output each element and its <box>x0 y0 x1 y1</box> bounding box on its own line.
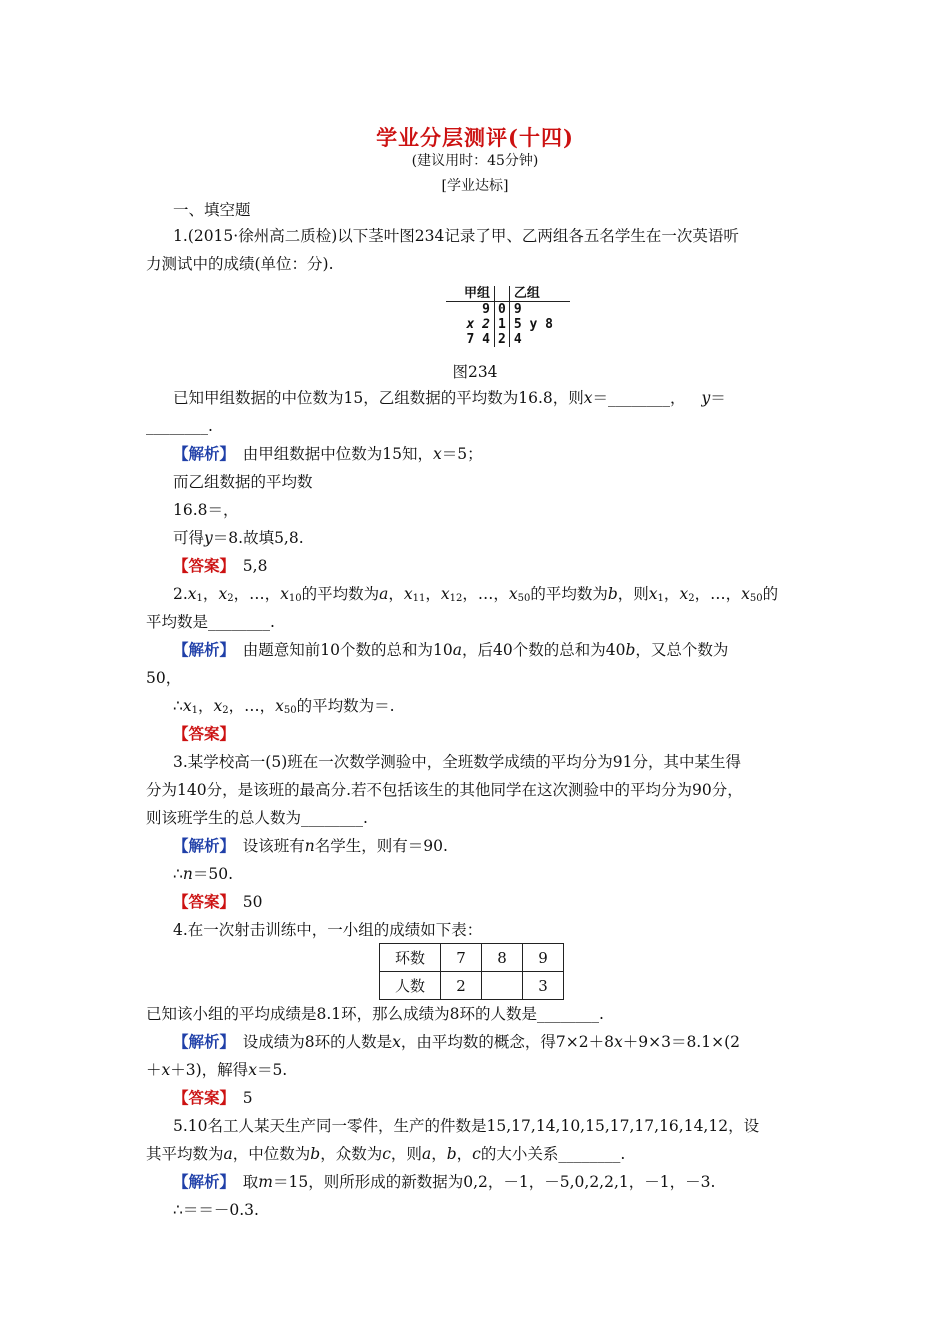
q1-answer: 【答案】 5,8 <box>173 556 268 575</box>
stem-leaf-plot <box>446 286 570 347</box>
table-cell <box>482 972 523 1000</box>
table-row <box>380 944 564 972</box>
q4-text-line2: 已知该小组的平均成绩是8.1环，那么成绩为8环的人数是________. <box>146 1005 604 1023</box>
table-row <box>380 972 564 1000</box>
time-note: (建议用时：45分钟) <box>411 153 539 169</box>
solution-tag: 【解析】 <box>173 1032 228 1051</box>
answer-tag: 【答案】 <box>173 1088 228 1107</box>
q1-prompt-line2: ________. <box>146 417 213 435</box>
q2-answer <box>173 724 837 744</box>
solution-tag: 【解析】 <box>173 640 228 659</box>
solution-tag: 【解析】 <box>173 444 228 463</box>
table-cell: 8 <box>482 944 523 972</box>
stem-leaf-right: 5 y 8 <box>513 317 553 332</box>
q4-answer: 【答案】 5 <box>173 1088 253 1107</box>
table-cell: 9 <box>523 944 564 972</box>
q2-solution-line2: 50， <box>146 669 182 687</box>
section-heading: 一、填空题 <box>173 201 251 219</box>
stem-leaf-right: 9 <box>513 302 522 317</box>
q5-text-line2: 其平均数为a，中位数为b，众数为c，则a，b，c的大小关系________. <box>146 1145 626 1163</box>
answer-tag: 【答案】 <box>173 892 228 911</box>
q1-solution-line1: 【解析】 由甲组数据中位数为15知，x＝5； <box>173 444 483 463</box>
table-cell: 7 <box>441 944 482 972</box>
table-cell: 2 <box>441 972 482 1000</box>
q3-solution-line2: ∴n＝50. <box>173 865 234 883</box>
q2-solution-line3: $\therefore x_1$，$x_2$，…，$x_{50}$的平均数为＝. <box>173 697 395 716</box>
stem-value: 0 <box>495 302 510 318</box>
stem-leaf-left: 9 <box>482 302 490 317</box>
stem-value: 2 <box>495 332 510 347</box>
q1-solution-line2: 而乙组数据的平均数 <box>173 473 313 491</box>
solution-tag: 【解析】 <box>173 1172 228 1191</box>
q2-text-line1: $2.x_1$，$x_2$，…，$x_{10}$的平均数为a，$x_{11}$，$x_{12}$，…，$x_{50}$的平均数为b，则$x_1$，$x_2$，…，$x_{50}$的 <box>173 585 779 604</box>
level-label: [学业达标] <box>441 178 509 194</box>
q4-solution-line1: 【解析】 设成绩为8环的人数是x，由平均数的概念，得7×2＋8x＋9×3＝8.1×(2 <box>173 1032 740 1051</box>
q5-solution-line1: 【解析】 取m＝15，则所形成的新数据为0,2，－1，－5,0,2,2,1，－1，－3. <box>173 1172 716 1191</box>
q3-answer: 【答案】 50 <box>173 892 263 911</box>
table-cell: 人数 <box>380 972 441 1000</box>
stem-value: 1 <box>495 317 510 332</box>
q1-solution-line4: 可得y＝8.故填5,8. <box>173 529 304 547</box>
solution-tag: 【解析】 <box>173 836 228 855</box>
q1-text-line1: 1.(2015·徐州高二质检)以下茎叶图234记录了甲、乙两组各五名学生在一次英语听 <box>173 227 739 245</box>
figure-caption: 图234 <box>452 363 498 381</box>
stem-leaf-right: 4 <box>513 332 522 347</box>
stem-leaf-left: x 2 <box>466 317 490 332</box>
page-title: 学业分层测评(十四) <box>376 125 574 150</box>
stem-head-left: 甲组 <box>446 286 495 302</box>
stem-head-right: 乙组 <box>509 286 570 302</box>
score-table <box>379 943 564 1000</box>
q5-solution-line2: ∴＝＝－0.3. <box>173 1201 259 1219</box>
q4-solution-line2: ＋x＋3)，解得x＝5. <box>146 1061 288 1079</box>
q1-text-line2: 力测试中的成绩(单位：分). <box>146 255 334 273</box>
answer-tag: 【答案】 <box>173 556 228 575</box>
q4-text-line1: 4.在一次射击训练中，一小组的成绩如下表： <box>173 921 483 939</box>
table-cell: 3 <box>523 972 564 1000</box>
q2-solution-line1: 【解析】 由题意知前10个数的总和为10a，后40个数的总和为40b，又总个数为 <box>173 640 729 659</box>
table-cell: 环数 <box>380 944 441 972</box>
q1-prompt: 已知甲组数据的中位数为15，乙组数据的平均数为16.8，则x＝________， y＝ <box>173 389 726 407</box>
q5-text-line1: 5.10名工人某天生产同一零件，生产的件数是15,17,14,10,15,17,17,16,14,12，设 <box>173 1117 760 1135</box>
q3-text-line2: 分为140分，是该班的最高分.若不包括该生的其他同学在这次测验中的平均分为90分， <box>146 781 743 799</box>
q2-text-line2: 平均数是________. <box>146 613 275 631</box>
q1-solution-line3: 16.8＝， <box>173 501 239 519</box>
answer-tag: 【答案】 <box>173 724 236 743</box>
q3-text-line3: 则该班学生的总人数为________. <box>146 809 368 827</box>
q3-text-line1: 3.某学校高一(5)班在一次数学测验中，全班数学成绩的平均分为91分，其中某生得 <box>173 753 741 771</box>
q3-solution-line1: 【解析】 设该班有n名学生，则有＝90. <box>173 836 448 855</box>
stem-leaf-left: 7 4 <box>466 332 490 347</box>
